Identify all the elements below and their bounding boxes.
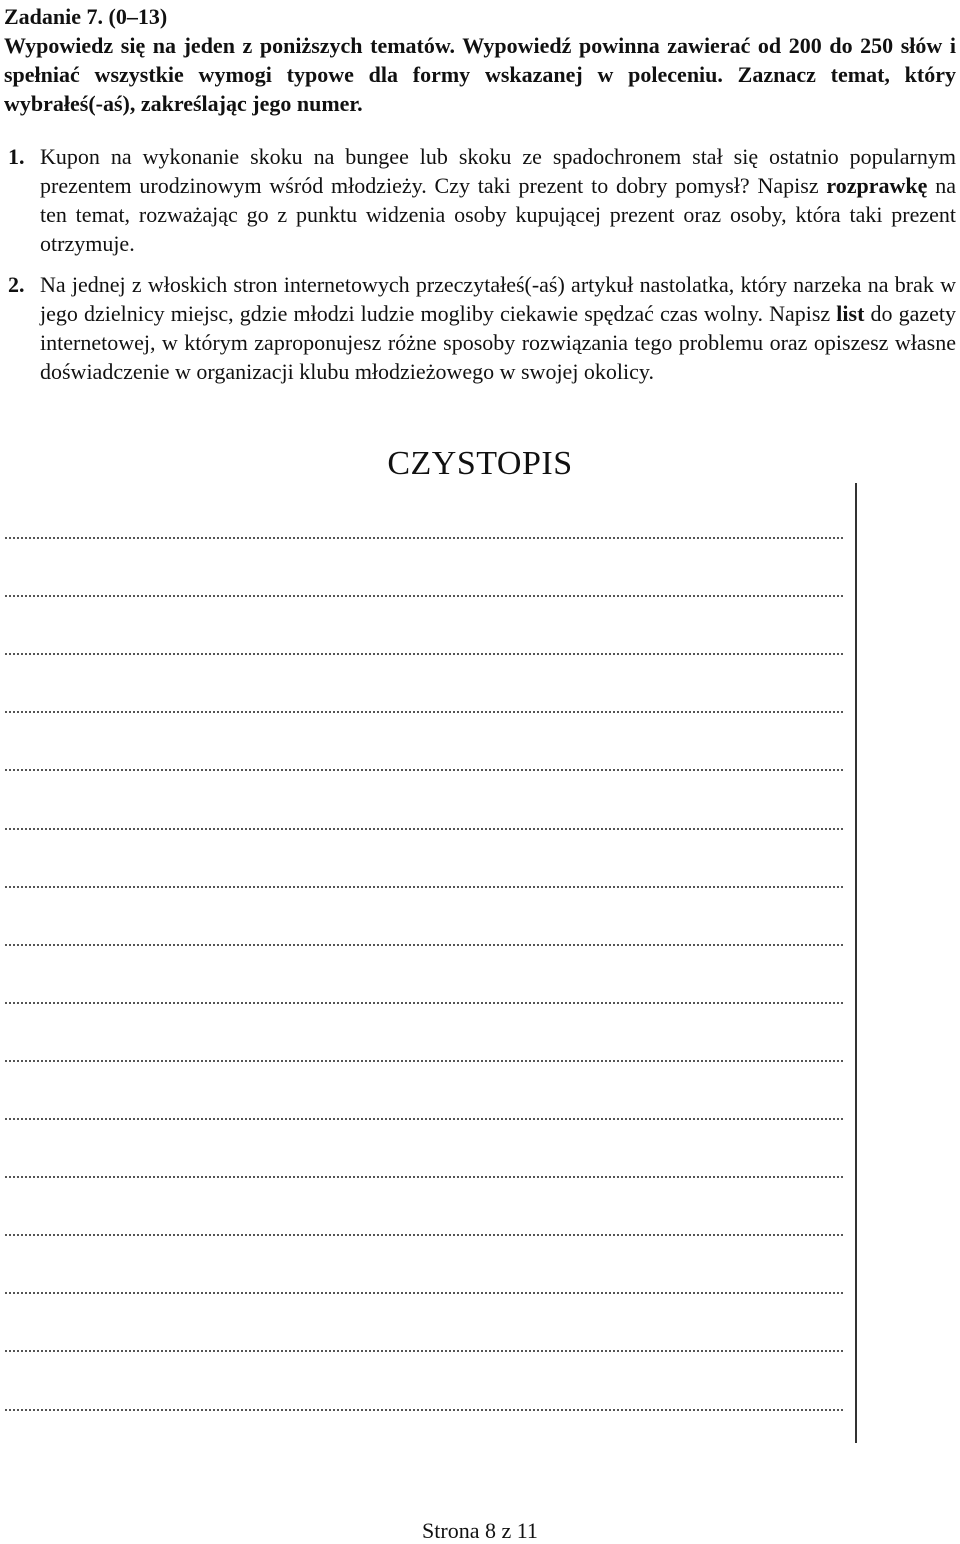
- writing-line[interactable]: [5, 1176, 843, 1178]
- writing-line[interactable]: [5, 1060, 843, 1062]
- answer-area-heading: CZYSTOPIS: [387, 445, 573, 482]
- topic-2-text-start: Na jednej z włoskich stron internetowych przeczytałeś(-aś) artykuł nastolatka, który narzeka na brak w jego dzielnicy miejsc, gdzie młodzi ludzie mogliby ciekawie spędzać czas wolny. Napisz: [40, 272, 956, 326]
- topic-2[interactable]: [4, 270, 956, 386]
- writing-line[interactable]: [5, 1234, 843, 1236]
- writing-line[interactable]: [5, 1350, 843, 1352]
- topic-1[interactable]: [4, 142, 956, 258]
- writing-line[interactable]: [5, 1118, 843, 1120]
- writing-line[interactable]: [5, 711, 843, 713]
- writing-line[interactable]: [5, 1292, 843, 1294]
- topic-2-text-end: do gazety internetowej, w którym zaproponujesz różne sposoby rozwiązania tego problemu oraz opiszesz własne doświadczenie w organizacji klubu młodzieżowego w swojej okolicy.: [40, 301, 957, 384]
- writing-line[interactable]: [5, 1002, 843, 1004]
- topic-2-form-keyword: list: [836, 301, 865, 326]
- topic-1-text-start: Kupon na wykonanie skoku na bungee lub skoku ze spadochronem stał się ostatnio popularnym prezentem urodzinowym wśród młodzieży. Czy taki prezent to dobry pomysł? Napisz: [40, 144, 956, 198]
- task-header: [4, 2, 956, 118]
- writing-line[interactable]: [5, 1409, 843, 1411]
- writing-line[interactable]: [5, 769, 843, 771]
- topic-1-form-keyword: rozprawkę: [826, 173, 928, 198]
- margin-rule: [855, 483, 857, 1443]
- topic-1-number[interactable]: 1.: [8, 144, 25, 169]
- writing-line[interactable]: [5, 653, 843, 655]
- task-title: Zadanie 7. (0–13): [4, 4, 168, 29]
- writing-line[interactable]: [5, 828, 843, 830]
- writing-line[interactable]: [5, 886, 843, 888]
- writing-line[interactable]: [5, 595, 843, 597]
- page-number: Strona 8 z 11: [422, 1518, 538, 1543]
- task-instruction: Wypowiedz się na jeden z poniższych tematów. Wypowiedź powinna zawierać od 200 do 250 słów i spełniać wszystkie wymogi typowe dla formy wskazanej w poleceniu. Zaznacz temat, który wybrałeś(-aś), zakreślając jego numer.: [4, 33, 956, 116]
- writing-line[interactable]: [5, 944, 843, 946]
- topic-1-text-end: na ten temat, rozważając go z punktu widzenia osoby kupującej prezent oraz osoby, która taki prezent otrzymuje.: [40, 173, 957, 256]
- topic-2-number[interactable]: 2.: [8, 272, 25, 297]
- writing-line[interactable]: [5, 537, 843, 539]
